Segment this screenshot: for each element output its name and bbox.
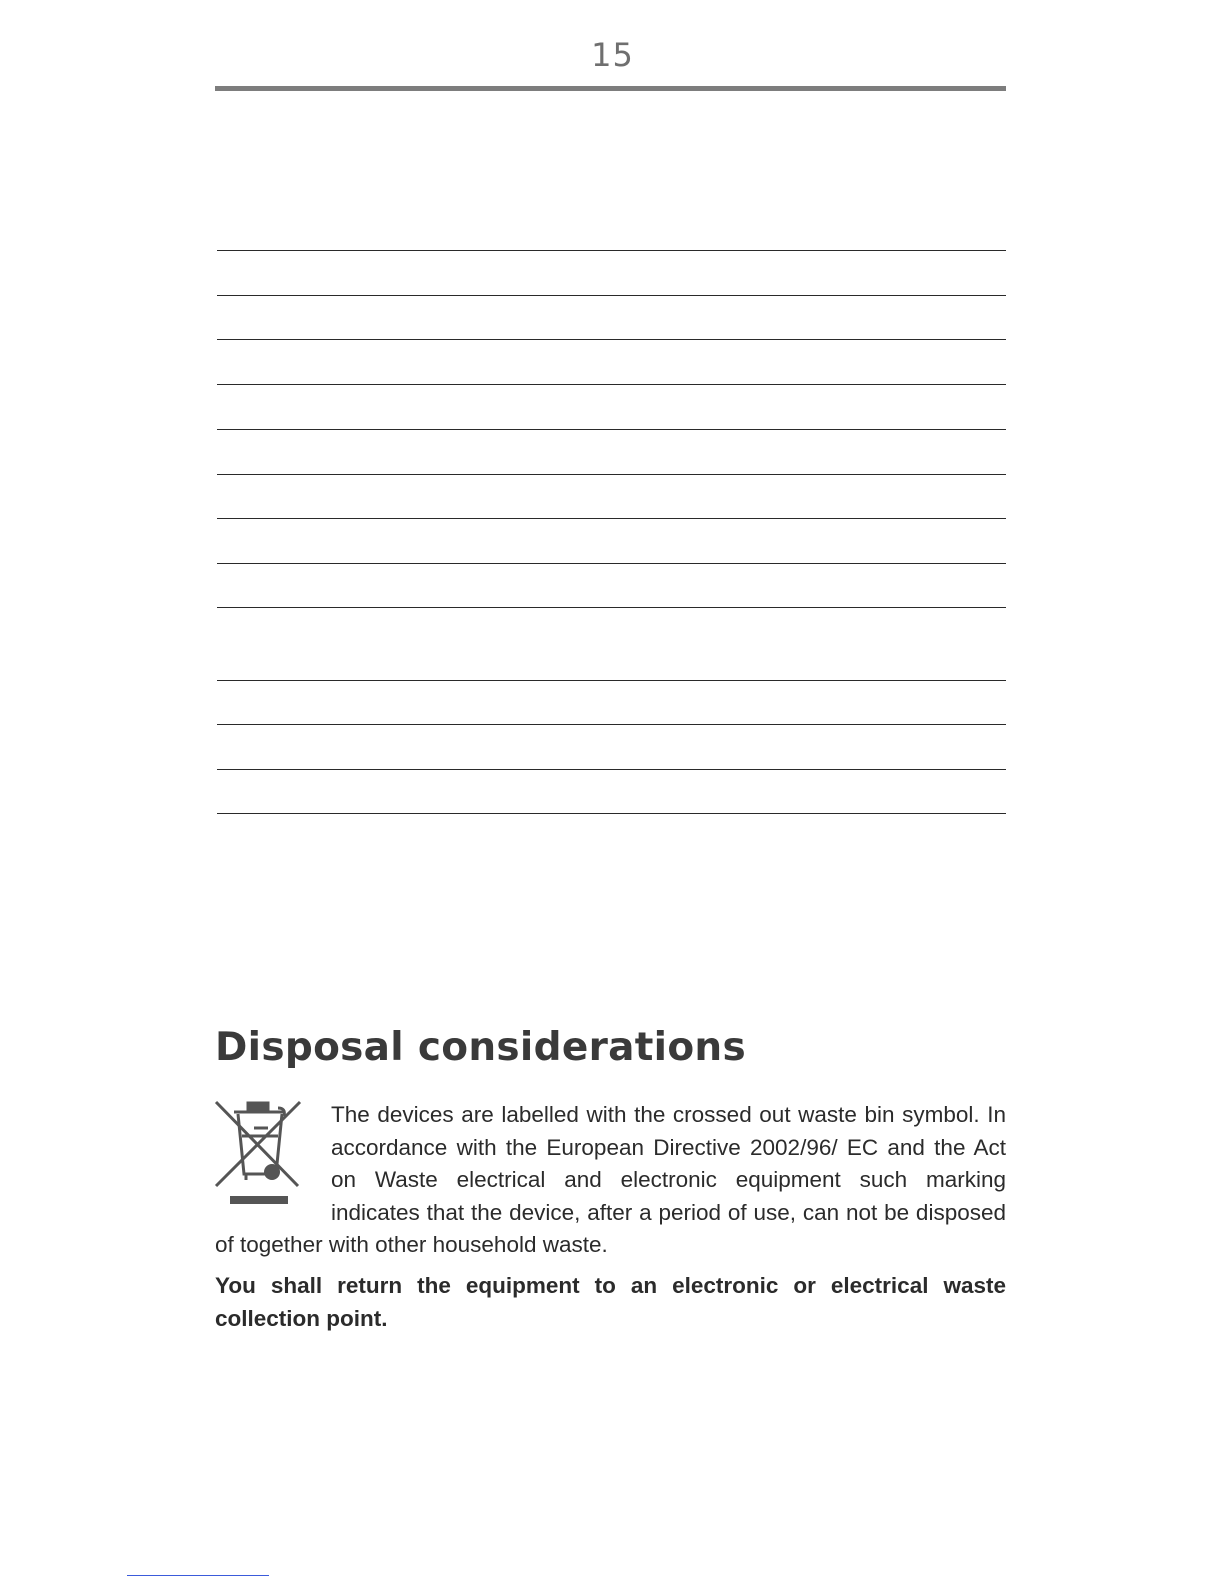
note-line <box>217 769 1006 770</box>
disposal-paragraph <box>215 1099 1006 1262</box>
note-line <box>217 680 1006 681</box>
note-line <box>217 563 1006 564</box>
section-title: Disposal considerations <box>215 1025 747 1070</box>
note-line <box>217 339 1006 340</box>
disposal-paragraph-text: The devices are labelled with the crossed out waste bin symbol. In accordance with the European Directive 2002/96/ EC and the Act on Waste electrical and electronic equipment such marking indicates that the device, after a period of use, can not be disposed of together with other household waste. <box>215 1102 1006 1257</box>
page-bottom-link-line <box>127 1575 269 1576</box>
page-number: 15 <box>591 36 634 74</box>
note-line <box>217 518 1006 519</box>
disposal-notice: You shall return the equipment to an electronic or electrical waste collection point. <box>215 1273 1006 1331</box>
note-line <box>217 250 1006 251</box>
note-line <box>217 813 1006 814</box>
note-line <box>217 429 1006 430</box>
note-line <box>217 384 1006 385</box>
note-line <box>217 607 1006 608</box>
note-line <box>217 474 1006 475</box>
note-line <box>217 295 1006 296</box>
notes-lines <box>217 0 1006 830</box>
note-line <box>217 724 1006 725</box>
crossed-out-waste-bin-icon <box>214 1100 304 1212</box>
